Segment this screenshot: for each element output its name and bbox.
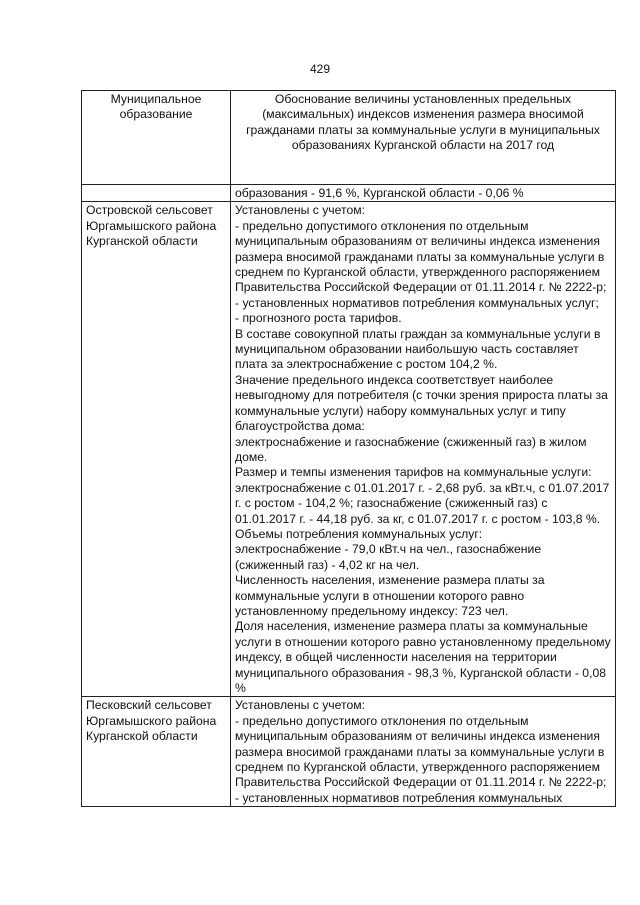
text-line: Размер и темпы изменения тарифов на коммунальные услуги: (235, 465, 592, 480)
text-line: Объемы потребления коммунальных услуг: (235, 526, 483, 541)
text-line: электроснабжение - 79,0 кВт.ч на чел., газоснабжение (сжиженный газ) - 4,02 кг на чел. (235, 542, 542, 572)
justification-text (231, 697, 616, 807)
continuation-empty-cell (82, 185, 231, 202)
table-header-row (82, 91, 616, 185)
text-line: Численность населения, изменение размера платы за коммунальные услуги в отношении которого равно установленному предельному индексу: 723 чел. (235, 573, 545, 618)
municipality-name: Песковский сельсовет Юргамышского района Курганской области (82, 697, 231, 807)
continuation-row (82, 185, 616, 202)
municipality-name: Островской сельсовет Юргамышского района Курганской области (82, 202, 231, 697)
text-line: электроснабжение и газоснабжение (сжиженный газ) в жилом доме. (235, 434, 587, 464)
text-line: - установленных нормативов потребления коммунальных услуг; (235, 295, 599, 310)
justification-text (231, 202, 616, 697)
header-municipality: Муниципальное образование (82, 91, 231, 185)
text-line: Доля населения, изменение размера платы за коммунальные услуги в отношении которого равно установленному предельному индексу, в общей численности населения на территории муниципального образования - 98,3 %, Курганской области - 0,08 % (235, 619, 611, 695)
text-line: электроснабжение с 01.01.2017 г. - 2,68 руб. за кВт.ч, с 01.07.2017 г. с ростом - 104,2 %; газоснабжение (сжиженный газ) с 01.01.2017 г. - 44,18 руб. за кг, с 01.07.2017 г. с ростом - 103,8 %. (235, 480, 610, 526)
text-line: Установлены с учетом: (235, 698, 365, 713)
header-justification: Обоснование величины установленных предельных (максимальных) индексов изменения размера вносимой гражданами платы за коммунальные услуги в муниципальных образованиях Курганской области на 2017 год (231, 91, 616, 185)
text-line: Установлены с учетом: (235, 203, 365, 218)
text-line: - прогнозного роста тарифов. (235, 311, 402, 326)
text-line: - предельно допустимого отклонения по отдельным муниципальным образованиям от величины индекса изменения размера вносимой гражданами платы за коммунальные услуги в среднем по Курганской области, утвержденного распоряжением Правительства Российской Федерации от 01.11.2014 г. № 2222-р; (235, 713, 607, 790)
text-line: - установленных нормативов потребления коммунальных (235, 790, 563, 805)
text-line: - предельно допустимого отклонения по отдельным муниципальным образованиям от величины индекса изменения размера вносимой гражданами платы за коммунальные услуги в среднем по Курганской области, утвержденного распоряжением Правительства Российской Федерации от 01.11.2014 г. № 2222-р; (235, 218, 607, 295)
table-row (82, 697, 616, 807)
page-number: 429 (309, 62, 331, 76)
text-line: Значение предельного индекса соответствует наиболее невыгодному для потребителя (с точки зрения прироста платы за коммунальные услуги) набору коммунальных услуг и типу благоустройства дома: (235, 372, 608, 434)
text-line: В составе совокупной платы граждан за коммунальные услуги в муниципальном образовании наибольшую часть составляет плата за электроснабжение с ростом 104,2 %. (235, 326, 601, 372)
justification-table (81, 90, 616, 807)
table-row (82, 202, 616, 697)
continuation-text: образования - 91,6 %, Курганской области - 0,06 % (231, 185, 616, 202)
